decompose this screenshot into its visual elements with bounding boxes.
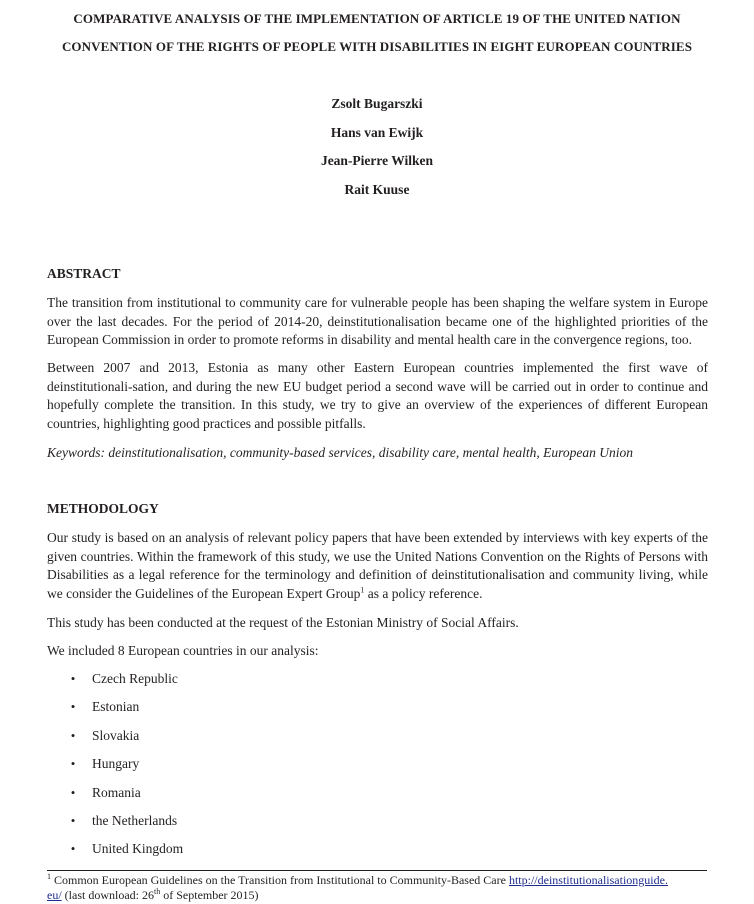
keywords: Keywords: deinstitutionalisation, community-based services, disability care, mental health, European Union (47, 445, 634, 460)
footnote-marker[interactable]: 1 (360, 585, 365, 595)
ordinal-suffix: th (154, 886, 161, 896)
footnote (47, 873, 707, 902)
bullet-icon (68, 841, 78, 857)
bullet-icon (68, 728, 78, 744)
footnote-text: Common European Guidelines on the Transition from Institutional to Community-Based Care (51, 873, 509, 887)
methodology-heading: METHODOLOGY (47, 501, 159, 516)
methodology-text: as a legal reference for the terminology and definition of deinstitutionalisation and community living, while we consider the (47, 567, 708, 602)
list-item: the Netherlands (92, 813, 178, 828)
title-line-1: COMPARATIVE ANALYSIS OF THE IMPLEMENTATION OF ARTICLE 19 OF THE UNITED NATION (73, 11, 681, 26)
methodology-paragraph-1 (47, 529, 708, 604)
abstract-paragraph-2: Between 2007 and 2013, Estonia as many other Eastern European countries implemented the first wave of deinstitutionali-sation, and during the new EU budget period a second wave will be carried out in order to continue and hopefully complete the transition. In this study, we try to give an overview of the experiences of different European countries, highlighting good practices and possible pitfalls. (47, 360, 708, 432)
uncrpd-reference: United Nations Convention on the Rights of Persons with Disabilities (47, 548, 708, 583)
footnote-text: of September 2015) (160, 887, 259, 902)
list-item: Romania (92, 785, 141, 800)
author-2: Hans van Ewijk (330, 125, 424, 140)
list-item: Slovakia (92, 728, 140, 743)
bullet-icon (68, 756, 78, 772)
list-item: Czech Republic (92, 671, 178, 686)
methodology-text: Our study is based on an analysis of relevant policy papers that have been extended by interviews with key experts of the given countries. Within the framework of this study, we use the (47, 530, 708, 564)
bullet-icon (68, 785, 78, 801)
bullet-icon (68, 813, 78, 829)
methodology-text: as a policy reference. (364, 586, 483, 602)
author-1: Zsolt Bugarszki (331, 96, 423, 111)
footnote-link-part-2[interactable]: eu/ (47, 887, 62, 902)
list-item: Hungary (92, 756, 140, 771)
footnote-divider (47, 870, 707, 871)
footnote-text: (last download: 26 (61, 887, 154, 902)
methodology-paragraph-3: We included 8 European countries in our analysis: (47, 643, 319, 658)
title-line-2: CONVENTION OF THE RIGHTS OF PEOPLE WITH DISABILITIES IN EIGHT EUROPEAN COUNTRIES (61, 39, 693, 54)
bullet-icon (68, 671, 78, 687)
abstract-paragraph-1: The transition from institutional to community care for vulnerable people has been shaping the welfare system in Europe over the last decades. For the period of 2014-20, deinstitutionalisation became one of the highlighted priorities of the European Commission in order to promote reforms in disability and mental health care in the convergence regions, too. (47, 295, 708, 348)
abstract-heading: ABSTRACT (47, 266, 121, 281)
footnote-link-part-1[interactable]: http://deinstitutionalisationguide. (508, 873, 668, 887)
author-4: Rait Kuuse (344, 182, 410, 197)
guidelines-reference: Guidelines of the European Expert Group (135, 586, 361, 602)
bullet-icon (68, 699, 78, 715)
methodology-paragraph-2: This study has been conducted at the request of the Estonian Ministry of Social Affairs. (47, 615, 519, 630)
footnote-number: 1 (47, 872, 51, 881)
list-item: Estonian (92, 699, 140, 714)
list-item: United Kingdom (92, 841, 184, 856)
author-3: Jean-Pierre Wilken (320, 153, 434, 168)
